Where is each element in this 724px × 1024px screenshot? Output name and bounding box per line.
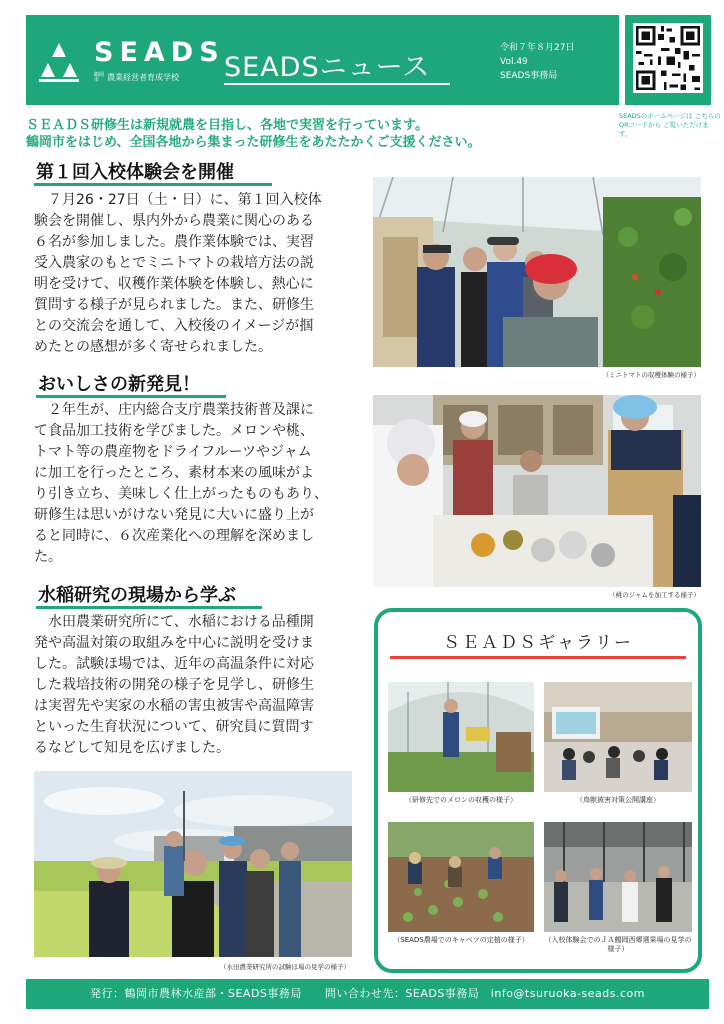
body-line: トマト等の農産物をドライフルーツやジャム	[34, 444, 312, 460]
logo-subtitle-main: 農業経営者育成学校	[107, 73, 179, 82]
seads-gallery	[374, 608, 702, 973]
logo-wordmark: SEADS	[94, 37, 225, 68]
header-banner	[26, 15, 619, 105]
qr-note: SEADSのホームページは こちらのQRコードから ご覧いただけます。	[619, 112, 721, 138]
article-heading: 水稲研究の現場から学ぶ	[38, 585, 236, 606]
body-line: た。	[34, 549, 62, 565]
heading-underline	[36, 606, 262, 609]
intro-line: ＳＥＡＤＳ研修生は新規就農を目指し、各地で実習を行っています。	[26, 118, 428, 133]
gallery-photo	[544, 682, 692, 792]
body-line: るなどして知見を広げました。	[34, 740, 230, 756]
gallery-title: ＳＥＡＤＳギャラリー	[443, 633, 633, 653]
gallery-caption: （鳥獣被害対策公開講座）	[576, 796, 660, 804]
heading-underline	[36, 395, 226, 398]
article-heading: おいしさの新発見！	[38, 374, 200, 395]
issue-meta	[500, 41, 574, 83]
gallery-caption: （入校体験会でのＪＡ鶴岡西郷選果場の見学の様子）	[544, 936, 692, 953]
body-line: ると同時に、６次産業化への理解を深めまし	[34, 528, 314, 544]
issue-date: 令和７年８月27日	[500, 43, 575, 53]
body-line: ７月26・27日（土・日）に、第１回入校体	[48, 192, 322, 208]
photo-caption: （桃のジャムを加工する様子）	[609, 591, 700, 599]
body-line: 明を受けて、収穫作業体験を体験し、熱心に	[34, 276, 314, 292]
gallery-title-underline	[390, 656, 686, 659]
body-line: との交流会を通して、入校後のイメージが掴	[34, 318, 314, 334]
heading-underline	[34, 183, 272, 186]
article-heading: 第１回入校体験会を開催	[36, 162, 234, 183]
body-line: ６名が参加しました。農作業体験では、実習	[34, 234, 314, 250]
body-line: て食品加工技術を学びました。メロンや桃、	[34, 423, 314, 439]
body-line: ２年生が、庄内総合支庁農業技術普及課に	[48, 402, 314, 418]
body-line: した。試験ほ場では、近年の高温条件に対応	[34, 656, 314, 672]
body-line: は実習先や実家の水稲の害虫被害や高温障害	[34, 698, 314, 714]
tomato-harvest-photo	[373, 177, 701, 367]
article-body	[34, 400, 354, 568]
logo-subtitle	[94, 72, 179, 83]
jam-processing-photo	[373, 395, 701, 587]
body-line: 受入農家のもとでミニトマトの栽培方法の説	[34, 255, 314, 271]
body-line: 発や高温対策の取組みを中心に説明を受けま	[34, 635, 314, 651]
paddy-field-photo	[34, 771, 352, 957]
gallery-photo	[388, 822, 534, 932]
gallery-photo	[544, 822, 692, 932]
body-line: に加工を行ったところ、素材本来の風味がよ	[34, 465, 314, 481]
title-underline	[224, 83, 450, 85]
article-body	[34, 612, 354, 759]
gallery-caption: （研修先でのメロンの収穫の様子）	[405, 796, 517, 804]
seads-logo-icon	[36, 41, 82, 83]
gallery-caption: （SEADS農場でのキャベツの定植の様子）	[393, 936, 529, 944]
qr-code-icon[interactable]	[633, 23, 703, 93]
body-line: 験会を開催し、県内外から農業に関心のある	[34, 213, 314, 229]
body-line: 水田農業研究所にて、水稲における品種開	[48, 614, 314, 630]
article-body	[34, 190, 354, 358]
issue-publisher: SEADS事務局	[500, 71, 558, 81]
body-line: 研修生は思いがけない発見に大いに盛り上が	[34, 507, 314, 523]
issue-volume: Vol.49	[500, 57, 528, 67]
body-line: り引き立ち、美味しく仕上がったものもあり、	[34, 486, 328, 502]
body-line: した栽培技術の開発の様子を見学し、研修生	[34, 677, 314, 693]
intro-text	[26, 117, 616, 151]
photo-caption: （水田農業研究所の試験ほ場の見学の様子）	[220, 963, 350, 971]
body-line: 質問する様子が見られました。また、研修生	[34, 297, 314, 313]
logo-subtitle-small: 鶴岡市	[94, 71, 105, 83]
intro-line: 鶴岡市をはじめ、全国各地から集まった研修生をあたたかくご支援ください。	[26, 135, 481, 150]
newsletter-title: SEADSニュース	[224, 52, 431, 83]
photo-caption: （ミニトマトの収穫体験の様子）	[602, 371, 700, 379]
qr-code-frame	[625, 15, 711, 105]
body-line: といった生育状況について、研究員に質問す	[34, 719, 314, 735]
footer-bar: 発行：鶴岡市農林水産部・SEADS事務局 問い合わせ先：SEADS事務局 info@tsuruoka-seads.com	[26, 979, 709, 1009]
gallery-photo	[388, 682, 534, 792]
body-line: めたとの感想が多く寄せられました。	[34, 339, 272, 355]
